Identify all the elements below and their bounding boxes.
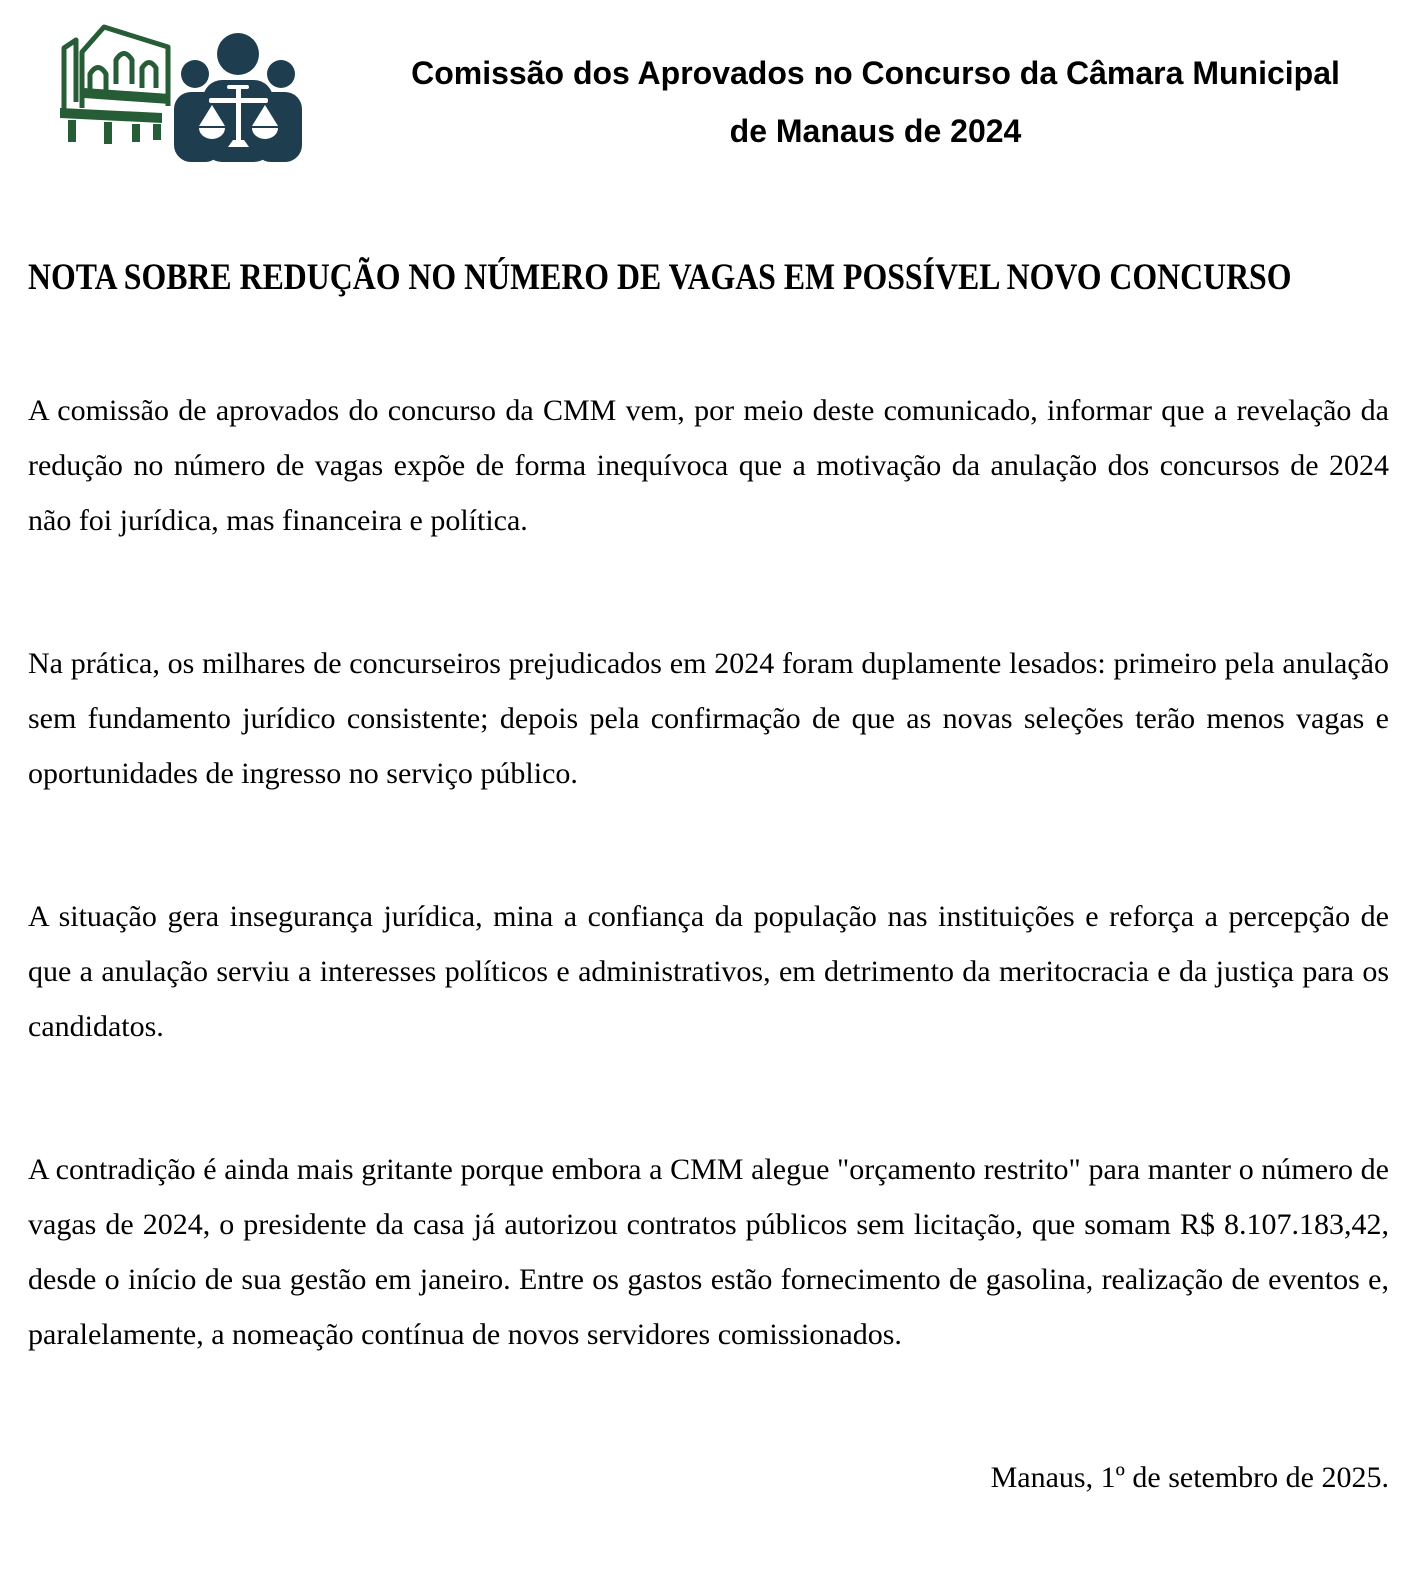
date-line: Manaus, 1º de setembro de 2025. [990,1461,1389,1494]
note-heading: NOTA SOBRE REDUÇÃO NO NÚMERO DE VAGAS EM POSSÍVEL NOVO CONCURSO [28,257,1292,298]
organization-title-line1: Comissão dos Aprovados no Concurso da Câmara Municipal [411,55,1340,91]
organization-title [302,14,1389,160]
paragraph-4: A contradição é ainda mais gritante porque embora a CMM alegue "orçamento restrito" para manter o número de vagas de 2024, o presidente da casa já autorizou contratos públicos sem licitação, que somam R$ 8.107.183,42, desde o início de sua gestão em janeiro. Entre os gastos estão fornecimento de gasolina, realização de eventos e, paralelamente, a nomeação contínua de novos servidores comissionados. [28,1153,1389,1351]
logo-svg [52,14,302,164]
note-body [28,383,1389,1505]
paragraph-2: Na prática, os milhares de concurseiros prejudicados em 2024 foram duplamente lesados: primeiro pela anulação sem fundamento jurídico consistente; depois pela confirmação de que as novas seleções terão menos vagas e oportunidades de ingresso no serviço público. [28,647,1389,790]
organization-title-line2: de Manaus de 2024 [729,113,1022,149]
comissao-logo-icon [52,14,302,164]
paragraph-3: A situação gera insegurança jurídica, mina a confiança da população nas instituições e reforça a percepção de que a anulação serviu a interesses políticos e administrativos, em detrimento da meritocracia e da justiça para os candidatos. [28,900,1389,1043]
doc-header [28,14,1389,164]
paragraph-1: A comissão de aprovados do concurso da CMM vem, por meio deste comunicado, informar que a revelação da redução no número de vagas expõe de forma inequívoca que a motivação da anulação dos concursos de 2024 não foi jurídica, mas financeira e política. [28,394,1389,537]
